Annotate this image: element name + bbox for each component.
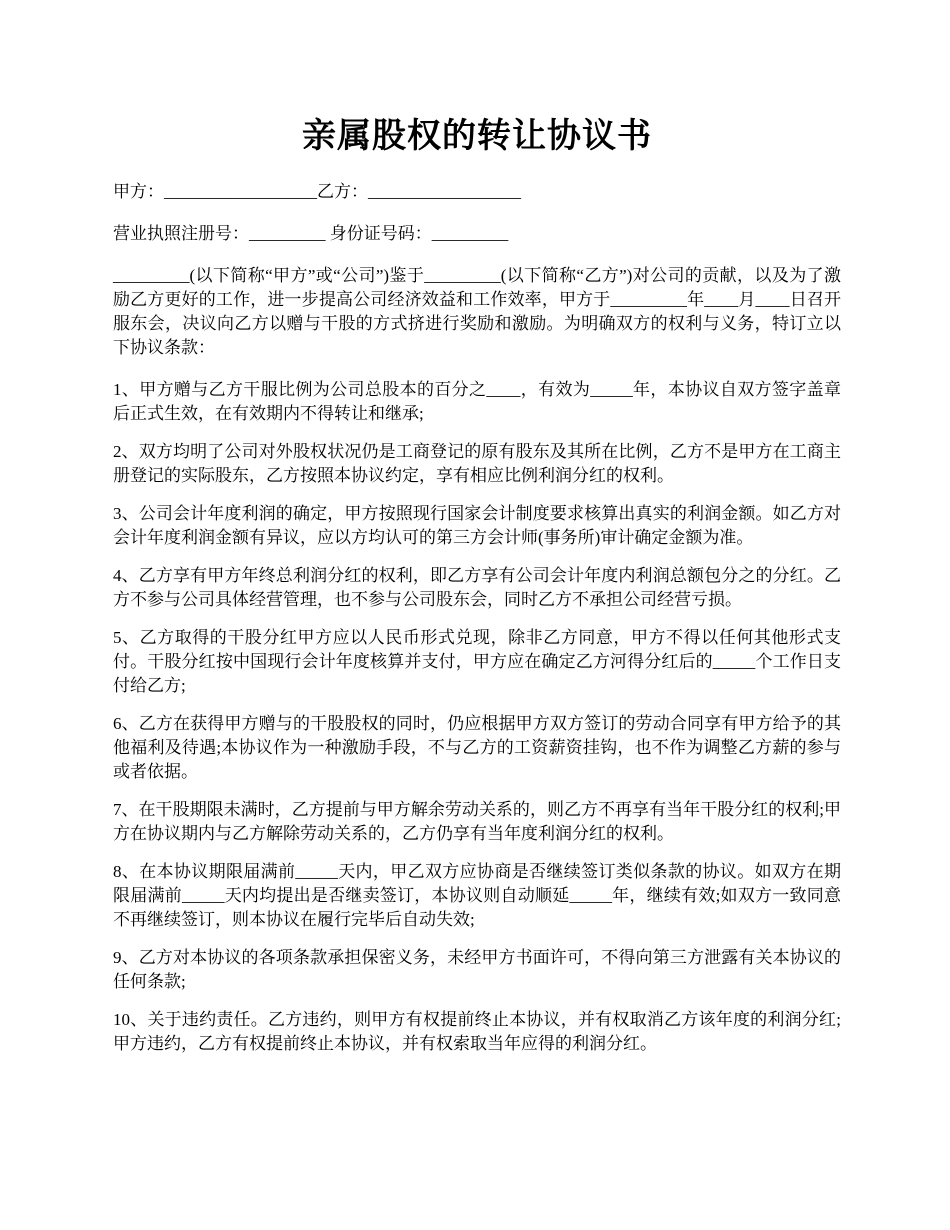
clause-5: 5、乙方取得的干股分红甲方应以人民币形式兑现，除非乙方同意，甲方不得以任何其他形式支付。干股分红按中国现行会计年度核算并支付，甲方应在确定乙方河得分红后的_____个工作日支付给乙方; [113, 628, 841, 695]
registration-line: 营业执照注册号：_________ 身份证号码：_________ [113, 224, 509, 243]
document-title: 亲属股权的转让协议书 [302, 116, 652, 156]
document-page [113, 0, 841, 1056]
clause-10: 10、关于违约责任。乙方违约，则甲方有权提前终止本协议，并有权取消乙方该年度的利润分红;甲方违约，乙方有权提前终止本协议，并有权索取当年应得的利润分红。 [113, 1010, 841, 1053]
clause-6: 6、乙方在获得甲方赠与的干股股权的同时，仍应根据甲方双方签订的劳动合同享有甲方给予的其他福利及待遇;本协议作为一种激励手段，不与乙方的工资薪资挂钩，也不作为调整乙方薪的参与或者依据。 [113, 714, 841, 781]
clause-2: 2、双方均明了公司对外股权状况仍是工商登记的原有股东及其所在比例，乙方不是甲方在工商主册登记的实际股东，乙方按照本协议约定，享有相应比例利润分红的权利。 [113, 442, 841, 485]
intro-paragraph: _________(以下简称“甲方”或“公司”)鉴于_________(以下简称“乙方”)对公司的贡献，以及为了激励乙方更好的工作，进一步提高公司经济效益和工作效率，甲方于_________年____月____日召开服东会，决议向乙方以赠与干股的方式挤进行奖励和激励。为明确双方的权利与义务，特订立以下协议条款： [113, 266, 841, 357]
clause-7: 7、在干股期限未满时，乙方提前与甲方解余劳动关系的，则乙方不再享有当年干股分红的权利;甲方在协议期内与乙方解除劳动关系的，乙方仍享有当年度利润分红的权利。 [113, 800, 841, 843]
clause-1: 1、甲方赠与乙方干服比例为公司总股本的百分之____，有效为_____年，本协议自双方签字盖章后正式生效，在有效期内不得转让和继承; [113, 380, 841, 423]
clause-8: 8、在本协议期限届满前_____天内，甲乙双方应协商是否继续签订类似条款的协议。如双方在期限届满前_____天内均提出是否继卖签订，本协议则自动顺延_____年，继续有效;如双方一致同意不再继续签订，则本协议在履行完毕后自动失效; [113, 862, 841, 929]
clause-4: 4、乙方享有甲方年终总利润分红的权利，即乙方享有公司会计年度内利润总额包分之的分红。乙方不参与公司具体经营管理，也不参与公司股东会，同时乙方不承担公司经营亏损。 [113, 566, 841, 609]
clause-3: 3、公司会计年度利润的确定，甲方按照现行国家会计制度要求核算出真实的利润金额。如乙方对会计年度利润金额有异议，应以方均认可的第三方会计师(事务所)审计确定金额为准。 [113, 504, 841, 547]
party-line: 甲方：__________________乙方：__________________ [113, 182, 521, 201]
clause-9: 9、乙方对本协议的各项条款承担保密义务，未经甲方书面许可，不得向第三方泄露有关本协议的任何条款; [113, 948, 841, 991]
